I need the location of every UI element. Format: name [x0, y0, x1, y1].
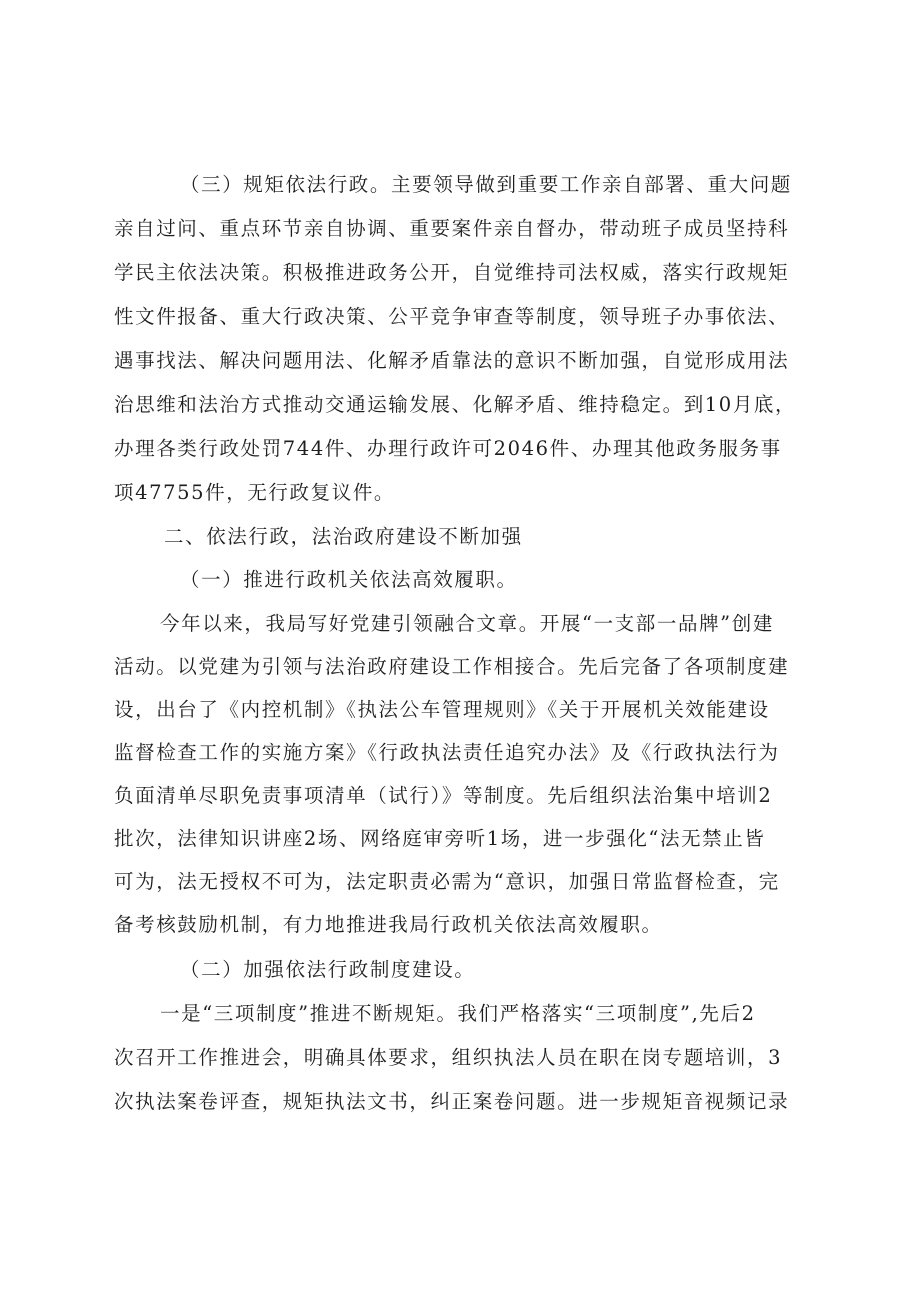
text-line: 监督检查工作的实施方案》《行政执法责任追究办法》及《行政执法行为 [114, 741, 780, 764]
text-line: 一是“三项制度”推进不断规矩。我们严格落实“三项制度”,先后2 [160, 1002, 756, 1025]
text-line: 次执法案卷评查，规矩执法文书，纠正案卷问题。进一步规矩音视频记录 [114, 1090, 790, 1113]
text-line: 备考核鼓励机制，有力地推进我局行政机关依法高效履职。 [114, 913, 663, 936]
subsection-heading: （一）推进行政机关依法高效履职。 [180, 568, 518, 591]
text-line: 亲自过问、重点环节亲自协调、重要案件亲自督办，带动班子成员坚持科 [114, 217, 790, 240]
text-line: 治思维和法治方式推动交通运输发展、化解矛盾、维持稳定。到10月底， [114, 393, 797, 416]
text-line: 遇事找法、解决问题用法、化解矛盾靠法的意识不断加强，自觉形成用法 [114, 349, 790, 372]
text-line: 性文件报备、重大行政决策、公平竞争审查等制度，领导班子办事依法、 [114, 305, 790, 328]
text-line: 项47755件，无行政复议件。 [114, 481, 396, 504]
text-line: 批次，法律知识讲座2场、网络庭审旁听1场，进一步强化“法无禁止皆 [114, 827, 766, 850]
subsection-heading: （二）加强依法行政制度建设。 [180, 958, 476, 981]
text-line: 办理各类行政处罚744件、办理行政许可2046件、办理其他政务服务事 [114, 437, 782, 460]
text-line: 活动。以党建为引领与法治政府建设工作相接合。先后完备了各项制度建 [114, 655, 790, 678]
text-line: 设，出台了《内控机制》《执法公车管理规则》《关于开展机关效能建设 [114, 698, 770, 721]
text-line: 负面清单尽职免责事项清单（试行）》等制度。先后组织法治集中培训2 [114, 784, 773, 807]
text-line: 学民主依法决策。积极推进政务公开，自觉维持司法权威，落实行政规矩 [114, 261, 790, 284]
text-line: 今年以来，我局写好党建引领融合文章。开展“一支部一品牌”创建 [160, 612, 774, 635]
text-line: 可为，法无授权不可为，法定职责必需为“意识，加强日常监督检查，完 [114, 870, 780, 893]
text-line: （三）规矩依法行政。主要领导做到重要工作亲自部署、重大问题 [180, 173, 792, 196]
text-line: 次召开工作推进会，明确具体要求，组织执法人员在职在岗专题培训，3 [114, 1046, 783, 1069]
section-heading: 二、依法行政，法治政府建设不断加强 [164, 525, 523, 548]
